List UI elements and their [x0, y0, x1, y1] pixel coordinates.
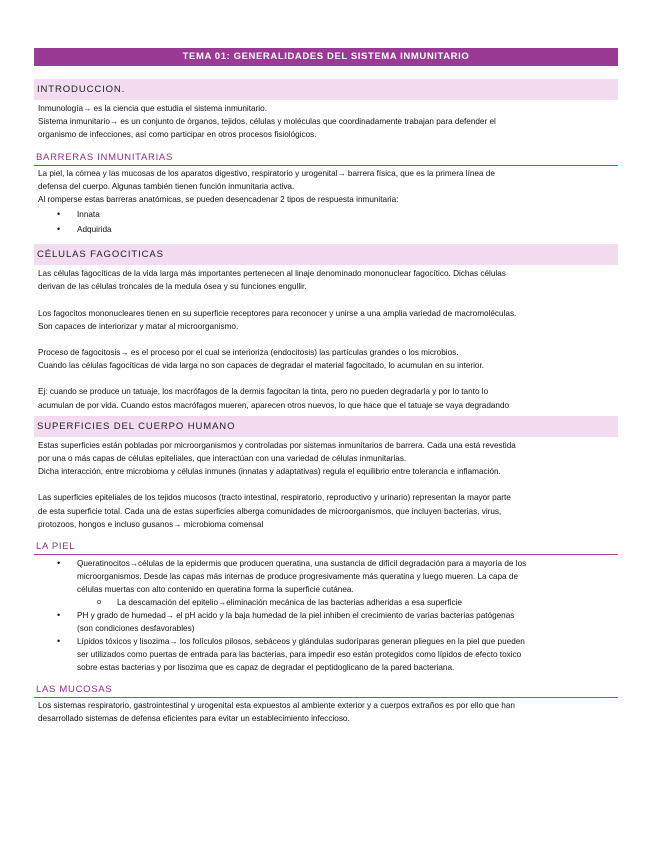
paragraph-line: Ej: cuando se produce un tatuaje, los macrófagos de la dermis fagocitan la tinta, pero no pueden degradarla y por lo tanto lo — [38, 387, 489, 397]
list-item-line: (son condiciones desfavorables) — [77, 624, 195, 634]
list-item-line: PH y grado de humedad→ el pH acido y la baja humedad de la piel inhiben el crecimiento de varias bacterias patógenas — [77, 611, 515, 621]
paragraph-line: defensa del cuerpo. Algunas también tienen función inmunitaria activa. — [38, 181, 295, 191]
list-item: • Innata — [34, 208, 618, 221]
paragraph-line: Las superficies epiteliales de los tejidos mucosos (tracto intestinal, respiratorio, reproductivo y urinario) representan la mayor parte — [38, 493, 511, 503]
list-item-line: microorganismos. Desde las capas más internas de produce progresivamente más queratina y luego mueren. La capa de — [77, 572, 518, 582]
section-heading-introduccion: INTRODUCCION. — [34, 79, 618, 100]
paragraph-line: Sistema inmunitario→ es un conjunto de órganos, tejidos, células y moléculas que coordinadamente trabajan para defender el — [38, 117, 496, 127]
paragraph-line: de esta superficie total. Cada una de estas superficies alberga comunidades de microorganismos, que incluyen bacterias, virus, — [38, 506, 502, 516]
paragraph-line: Proceso de fagocitosis→ es el proceso por el cual se interioriza (endocitosis) las partículas grandes o los microbios. — [38, 348, 459, 358]
list-item-line: Queratinocitos→células de la epidermis que producen queratina, una sustancia de difícil degradación para a mayoría de los — [77, 559, 527, 569]
paragraph-line: derivan de las células troncales de la medula ósea y su funciones engullir. — [38, 282, 307, 292]
section-heading-celulas: CÉLULAS FAGOCITICAS — [34, 244, 618, 265]
document-title: TEMA 01: GENERALIDADES DEL SISTEMA INMUNITARIO — [34, 48, 618, 66]
paragraph-line: La piel, la córnea y las mucosas de los aparatos digestivo, respiratorio y urogenital→ barrera física, que es la primera línea de — [38, 168, 495, 178]
paragraph-line: Son capaces de interiorizar y matar al microorganismo. — [38, 321, 239, 331]
paragraph-line: Las células fagocíticas de la vida larga más importantes pertenecen al linaje denominado mononuclear fagocítico. Dichas células — [38, 269, 506, 279]
paragraph-line: acumulan de por vida. Cuando estos macrófagos mueren, aparecen otros nuevos, lo que hace que el tatuaje se vaya degradando — [38, 400, 510, 410]
section-heading-superficies: SUPERFICIES DEL CUERPO HUMANO — [34, 416, 618, 437]
list-item — [34, 635, 618, 674]
list-item — [34, 557, 618, 596]
paragraph-line: por una o más capas de células epiteliales, que interactúan con una variedad de células inmunitarias. — [38, 454, 407, 464]
paragraph-line: Estas superficies están pobladas por microorganismos y controladas por sistemas inmunitarios de barrera. Cada una está revestida — [38, 440, 516, 450]
section-heading-mucosas: LAS MUCOSAS — [34, 682, 618, 698]
paragraph-line: Cuando las células fagocíticas de vida larga no son capaces de degradar el material fagocitado, lo acumulan en su interior. — [38, 361, 485, 371]
paragraph-line: Al romperse estas barreras anatómicas, se pueden desencadenar 2 tipos de respuesta inmunitaria: — [38, 195, 399, 205]
list-item-line: células muertas con alto contenido en queratina forma la superficie cutánea. — [77, 585, 354, 595]
list-item-line: ser utilizados como puertas de entrada para las bacterias, para impedir eso están protegidos como lípidos de efecto toxico — [77, 650, 522, 660]
skin-defense-list — [34, 557, 618, 674]
paragraph-line: protozoos, hongos e incluso gusanos→ microbioma comensal — [38, 519, 264, 529]
list-item: • Adquirida — [34, 223, 618, 236]
list-item — [34, 609, 618, 635]
paragraph-line: desarrollado sistemas de defensa eficientes para evitar un establecimiento infeccioso. — [38, 714, 350, 724]
section-heading-piel: LA PIEL — [34, 539, 618, 555]
section-heading-barreras: BARRERAS INMUNITARIAS — [34, 150, 618, 166]
list-item-line: sobre estas bacterias y por lisozima que es capaz de degradar el peptidoglicano de la pared bacteriana. — [77, 663, 455, 673]
paragraph-line: Los sistemas respiratorio, gastrointestinal y urogenital esta expuestos al ambiente exterior y a cuerpos extraños es por ello que han — [38, 701, 515, 711]
paragraph-line: Dicha interacción, entre microbioma y células inmunes (innatas y adaptativas) regula el equilibrio entre tolerancia e inflamación. — [38, 467, 501, 477]
paragraph-line: Los fagocitos mononucleares tienen en su superficie receptores para reconocer y unirse a una amplia variedad de macromoléculas. — [38, 308, 517, 318]
paragraph-line: organismo de infecciones, así como participar en otros procesos fisiológicos. — [38, 130, 317, 140]
document-page — [34, 48, 618, 725]
list-item-line: Lípidos tóxicos y lisozima→ los folículos pilosos, sebáceos y glándulas sudoríparas generan pliegues en la piel que pueden — [77, 637, 525, 647]
paragraph-line: Inmunología→ es la ciencia que estudia el sistema inmunitario. — [38, 104, 267, 113]
sub-list-item: o La descamación del epitelio→eliminación mecánica de las bacterias adheridas a esa superficie — [34, 596, 618, 609]
response-type-list — [34, 208, 618, 236]
